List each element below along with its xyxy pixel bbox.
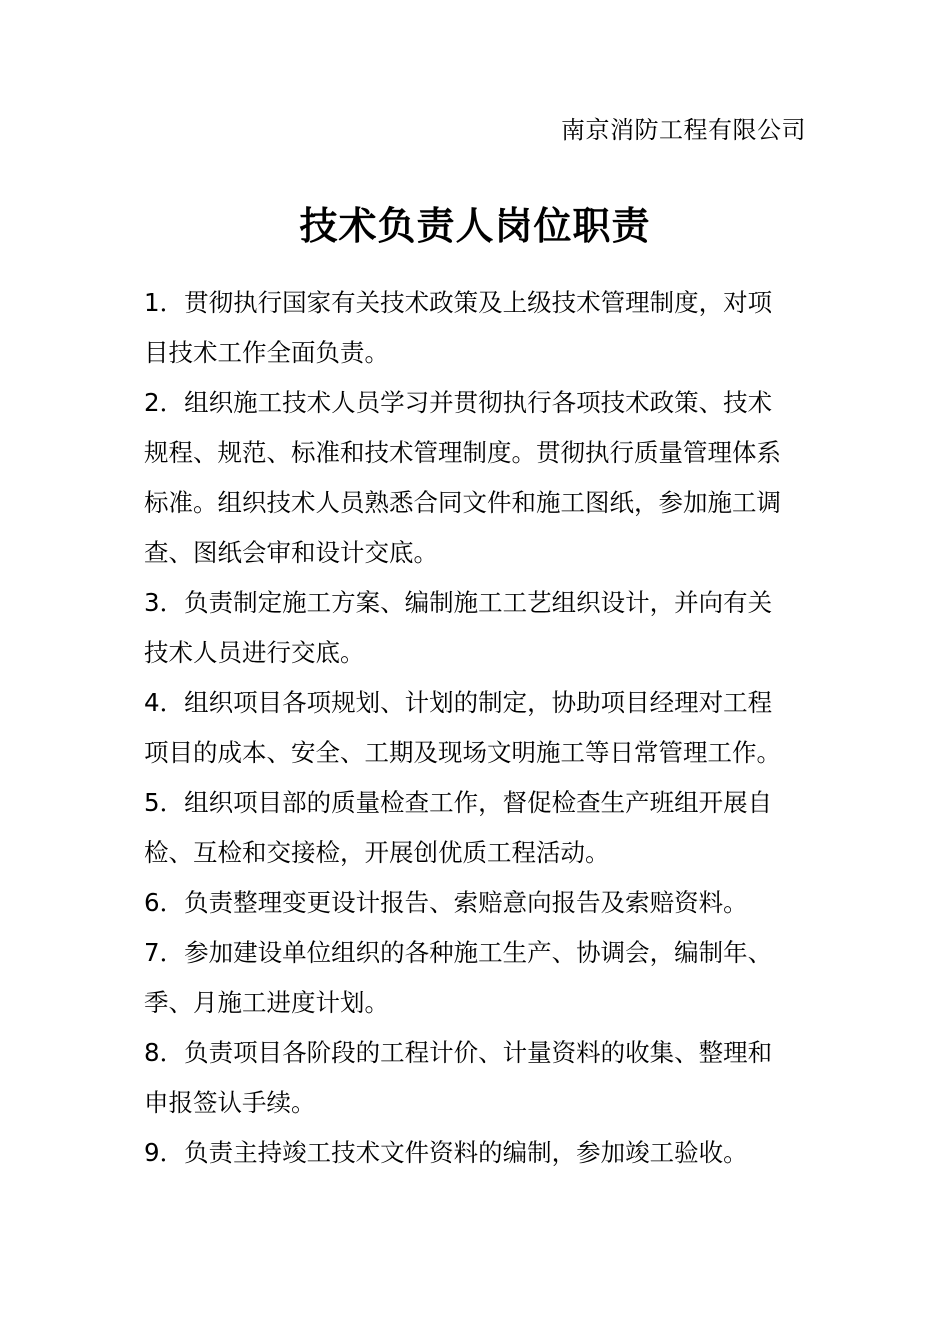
duty-item-1 [144,278,808,378]
duty-text-line: 检、互检和交接检，开展创优质工程活动。 [144,838,610,867]
duty-text-line: 查、图纸会审和设计交底。 [144,538,438,567]
duty-text-line: 季、月施工进度计划。 [144,988,389,1017]
duty-item-8 [144,1028,808,1128]
duty-item-6 [144,878,808,928]
duty-text-line: 标准。组织技术人员熟悉合同文件和施工图纸，参加施工调 [144,488,781,517]
duty-text-line: 8．负责项目各阶段的工程计价、计量资料的收集、整理和 [144,1038,773,1067]
duty-text-line: 9．负责主持竣工技术文件资料的编制，参加竣工验收。 [144,1138,748,1167]
duty-text-line: 3．负责制定施工方案、编制施工工艺组织设计，并向有关 [144,588,773,617]
duty-text-line: 规程、规范、标准和技术管理制度。贯彻执行质量管理体系 [144,438,781,467]
duty-item-7 [144,928,808,1028]
duty-item-3 [144,578,808,678]
duty-text-line: 2．组织施工技术人员学习并贯彻执行各项技术政策、技术 [144,388,773,417]
page-title: 技术负责人岗位职责 [299,204,651,248]
duty-item-2 [144,378,808,578]
duty-text-line: 4．组织项目各项规划、计划的制定，协助项目经理对工程 [144,688,773,717]
duty-text-line: 申报签认手续。 [144,1088,316,1117]
duty-text-line: 目技术工作全面负责。 [144,338,389,367]
duty-item-5 [144,778,808,878]
duty-text-line: 1．贯彻执行国家有关技术政策及上级技术管理制度，对项 [144,288,773,317]
duty-text-line: 项目的成本、安全、工期及现场文明施工等日常管理工作。 [144,738,781,767]
company-name: 南京消防工程有限公司 [561,116,806,144]
duty-item-9 [144,1128,808,1178]
duty-text-line: 7．参加建设单位组织的各种施工生产、协调会，编制年、 [144,938,773,967]
duty-item-4 [144,678,808,778]
duty-text-line: 技术人员进行交底。 [144,638,365,667]
duty-text-line: 5．组织项目部的质量检查工作，督促检查生产班组开展自 [144,788,773,817]
duty-text-line: 6．负责整理变更设计报告、索赔意向报告及索赔资料。 [144,888,748,917]
duty-list [144,278,808,1178]
